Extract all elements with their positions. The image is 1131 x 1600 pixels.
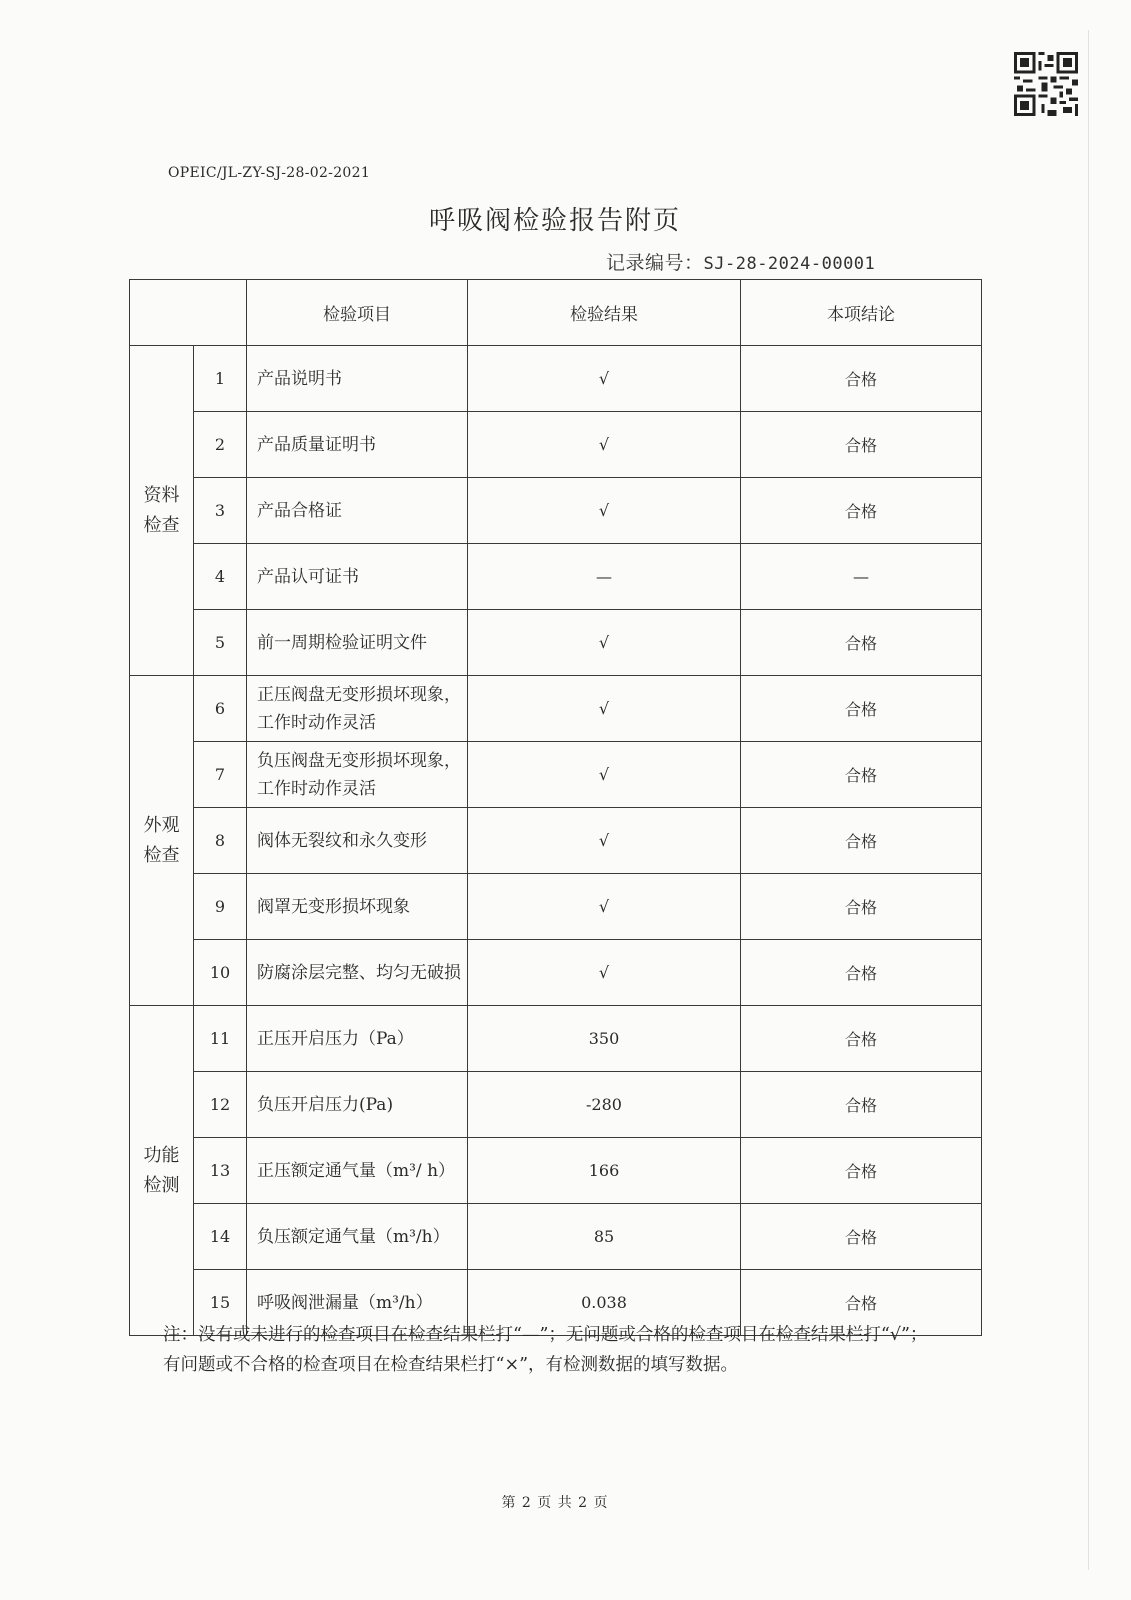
row-item: 负压开启压力(Pa) bbox=[247, 1072, 468, 1138]
row-conclusion: 合格 bbox=[741, 1270, 982, 1336]
table-row bbox=[130, 808, 982, 874]
row-number: 10 bbox=[194, 940, 247, 1006]
page-title: 呼吸阀检验报告附页 bbox=[428, 206, 681, 236]
table-row bbox=[130, 610, 982, 676]
row-conclusion: 合格 bbox=[741, 742, 982, 808]
row-number: 6 bbox=[194, 676, 247, 742]
row-item: 防腐涂层完整、均匀无破损 bbox=[247, 940, 468, 1006]
row-conclusion: 合格 bbox=[741, 940, 982, 1006]
table-header-row bbox=[130, 280, 982, 346]
footnote: 注：没有或未进行的检查项目在检查结果栏打“—”；无问题或合格的检查项目在检查结果栏打“√”；有问题或不合格的检查项目在检查结果栏打“×”，有检测数据的填写数据。 bbox=[163, 1325, 928, 1375]
row-item: 正压开启压力（Pa） bbox=[247, 1006, 468, 1072]
row-conclusion: 合格 bbox=[741, 610, 982, 676]
row-item: 产品合格证 bbox=[247, 478, 468, 544]
row-result: √ bbox=[468, 676, 741, 742]
row-result: √ bbox=[468, 478, 741, 544]
table-row bbox=[130, 1138, 982, 1204]
page-edge-line bbox=[1088, 30, 1089, 1570]
table-body bbox=[130, 346, 982, 1336]
row-result: — bbox=[468, 544, 741, 610]
table-row bbox=[130, 1204, 982, 1270]
row-conclusion: 合格 bbox=[741, 1204, 982, 1270]
row-item: 呼吸阀泄漏量（m³/h） bbox=[247, 1270, 468, 1336]
row-number: 11 bbox=[194, 1006, 247, 1072]
row-item: 正压额定通气量（m³/ h） bbox=[247, 1138, 468, 1204]
header-result: 检验结果 bbox=[468, 280, 741, 346]
row-number: 3 bbox=[194, 478, 247, 544]
row-conclusion: 合格 bbox=[741, 478, 982, 544]
group-label: 外观 检查 bbox=[130, 676, 194, 1006]
group-label: 功能 检测 bbox=[130, 1006, 194, 1336]
table-row bbox=[130, 412, 982, 478]
row-conclusion: 合格 bbox=[741, 412, 982, 478]
row-result: 0.038 bbox=[468, 1270, 741, 1336]
row-number: 2 bbox=[194, 412, 247, 478]
row-conclusion: — bbox=[741, 544, 982, 610]
row-number: 4 bbox=[194, 544, 247, 610]
row-item: 产品认可证书 bbox=[247, 544, 468, 610]
row-result: √ bbox=[468, 412, 741, 478]
row-number: 13 bbox=[194, 1138, 247, 1204]
header-item: 检验项目 bbox=[247, 280, 468, 346]
row-item: 阀体无裂纹和永久变形 bbox=[247, 808, 468, 874]
row-item: 负压额定通气量（m³/h） bbox=[247, 1204, 468, 1270]
record-number bbox=[606, 248, 875, 275]
row-conclusion: 合格 bbox=[741, 1138, 982, 1204]
row-number: 12 bbox=[194, 1072, 247, 1138]
table-row bbox=[130, 1006, 982, 1072]
row-number: 9 bbox=[194, 874, 247, 940]
row-item: 产品质量证明书 bbox=[247, 412, 468, 478]
row-result: √ bbox=[468, 940, 741, 1006]
record-number-label: 记录编号： bbox=[606, 252, 704, 274]
inspection-table bbox=[129, 279, 982, 1336]
row-item: 前一周期检验证明文件 bbox=[247, 610, 468, 676]
row-result: √ bbox=[468, 874, 741, 940]
row-result: 166 bbox=[468, 1138, 741, 1204]
row-item: 阀罩无变形损坏现象 bbox=[247, 874, 468, 940]
row-result: √ bbox=[468, 742, 741, 808]
row-conclusion: 合格 bbox=[741, 1072, 982, 1138]
header-category-blank bbox=[130, 280, 247, 346]
table-row bbox=[130, 742, 982, 808]
row-number: 7 bbox=[194, 742, 247, 808]
row-number: 8 bbox=[194, 808, 247, 874]
row-item: 产品说明书 bbox=[247, 346, 468, 412]
header-conclusion: 本项结论 bbox=[741, 280, 982, 346]
row-number: 5 bbox=[194, 610, 247, 676]
table-row bbox=[130, 478, 982, 544]
document-code: OPEIC/JL-ZY-SJ-28-02-2021 bbox=[168, 165, 371, 181]
row-number: 15 bbox=[194, 1270, 247, 1336]
row-result: -280 bbox=[468, 1072, 741, 1138]
row-result: √ bbox=[468, 610, 741, 676]
row-conclusion: 合格 bbox=[741, 808, 982, 874]
table-row bbox=[130, 676, 982, 742]
qr-code-icon bbox=[1014, 52, 1078, 116]
table-row bbox=[130, 346, 982, 412]
table-row bbox=[130, 940, 982, 1006]
row-conclusion: 合格 bbox=[741, 874, 982, 940]
row-conclusion: 合格 bbox=[741, 676, 982, 742]
row-result: 85 bbox=[468, 1204, 741, 1270]
record-number-value: SJ-28-2024-00001 bbox=[703, 254, 876, 274]
row-result: √ bbox=[468, 808, 741, 874]
row-item: 负压阀盘无变形损坏现象，工作时动作灵活 bbox=[247, 742, 468, 808]
group-label: 资料 检查 bbox=[130, 346, 194, 676]
table-row bbox=[130, 1072, 982, 1138]
table-row bbox=[130, 544, 982, 610]
row-conclusion: 合格 bbox=[741, 346, 982, 412]
table-row bbox=[130, 874, 982, 940]
row-number: 14 bbox=[194, 1204, 247, 1270]
row-conclusion: 合格 bbox=[741, 1006, 982, 1072]
row-result: 350 bbox=[468, 1006, 741, 1072]
row-number: 1 bbox=[194, 346, 247, 412]
row-item: 正压阀盘无变形损坏现象，工作时动作灵活 bbox=[247, 676, 468, 742]
row-result: √ bbox=[468, 346, 741, 412]
page-number: 第 2 页 共 2 页 bbox=[501, 1495, 609, 1511]
